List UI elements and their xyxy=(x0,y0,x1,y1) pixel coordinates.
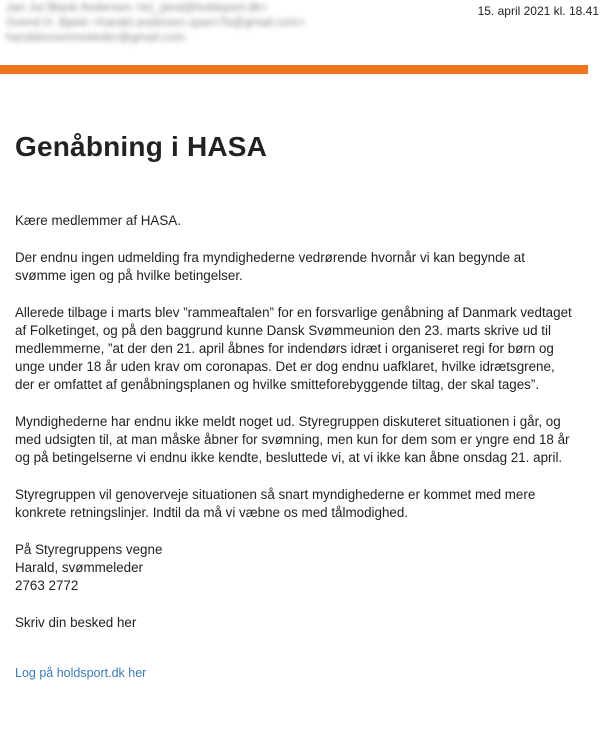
email-header xyxy=(0,0,601,62)
signature xyxy=(15,541,575,595)
login-link[interactable]: Log på holdsport.dk her xyxy=(15,666,147,680)
paragraph-4: Styregruppen vil genoverveje situationen så snart myndighederne er kommet med mere konkrete retningslinjer. Indtil da må vi væbne os med tålmodighed. xyxy=(15,487,536,520)
reply-to-line: haraldsvoemmeleder@gmail.com xyxy=(6,30,185,44)
sender-info-blurred xyxy=(6,0,306,45)
email-text xyxy=(15,212,575,632)
recipient-line: Svend H. Bjarki <harald.andersen.sparv7b@gmail.com> xyxy=(6,15,306,29)
reply-prompt: Skriv din besked her xyxy=(15,615,137,630)
email-title: Genåbning i HASA xyxy=(15,131,268,162)
paragraph-2: Allerede tilbage i marts blev ”rammeaftalen” for en forsvarlige genåbning af Danmark vedtaget af Folketinget, og på den baggrund kunne Dansk Svømmeunion den 23. marts skrive ud til medlemmerne, ”at der den 21. april åbnes for indendørs idræt i organiseret regi for børn og unge under 18 år uden krav om coronapas. Det er dog endnu uafklaret, hvilke idrætsgrene, der er omfattet af genåbningsplanen og hvilke smitteforebyggende tiltag, der skal tages”. xyxy=(15,305,572,392)
email-body xyxy=(15,128,575,682)
signature-line-1: På Styregruppens vegne xyxy=(15,542,163,557)
sender-line: Jan Jul Blank Andersen <kz_jand@holdsport.dk> xyxy=(6,0,268,14)
paragraph-1: Der endnu ingen udmelding fra myndighederne vedrørende hvornår vi kan begynde at svømme igen og på hvilke betingelser. xyxy=(15,250,525,283)
accent-bar xyxy=(0,65,588,74)
paragraph-3: Myndighederne har endnu ikke meldt noget ud. Styregruppen diskuteret situationen i går, og med udsigten til, at man måske åbner for svømning, men kun for dem som er yngre end 18 år og på betingelserne vi endnu ikke kendte, besluttede vi, at vi ikke kan åbne onsdag 21. april. xyxy=(15,414,570,465)
signature-phone: 2763 2772 xyxy=(15,578,79,593)
greeting: Kære medlemmer af HASA. xyxy=(15,213,181,228)
signature-line-2: Harald, svømmeleder xyxy=(15,560,143,575)
email-date: 15. april 2021 kl. 18.41 xyxy=(477,4,599,18)
